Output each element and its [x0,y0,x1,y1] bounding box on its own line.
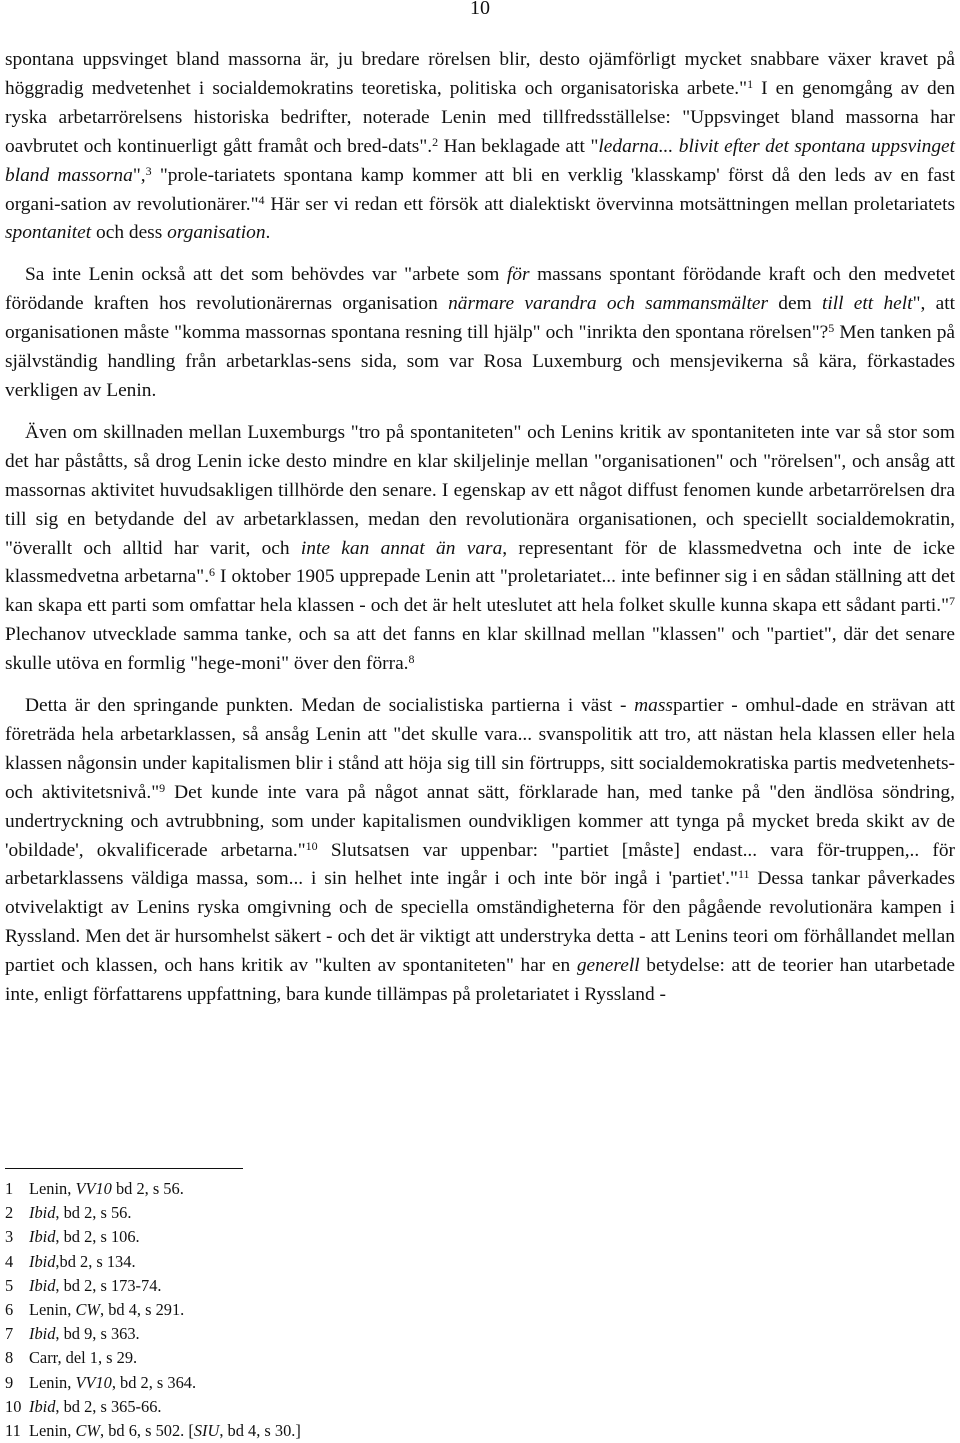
text-run: Carr, del 1, s 29. [29,1348,138,1368]
page-number: 10 [470,0,490,19]
footnote-item [5,1322,605,1346]
footnote-reference: 9 [159,780,166,795]
footnote-reference: 10 [305,838,318,853]
footnote-item [5,1419,605,1443]
text-run: Men tanken på självständig handling från arbetarklas-sens sida, som var Rosa Luxemburg och mensjevikerna så kära, förkastades verkligen av Lenin. [5,322,955,401]
text-run: Han beklagade att " [438,135,599,157]
footnote-item [5,1274,605,1298]
text-run: Detta är den springande punkten. Medan de socialistiska partierna i väst - [25,695,635,717]
footnote-number: 6 [5,1300,14,1320]
italic-text: mass [634,695,673,717]
italic-text: för [506,264,530,286]
text-run: ", att organisationen måste "komma massornas spontana resning till hjälp" och "inrikta den spontana rörelsen"? [5,293,955,344]
text-run: , bd 2, s 56. [55,1203,132,1223]
text-run: I oktober 1905 upprepade Lenin att "proletariatet... inte befinner sig i en sådan ställning att det kan skapa ett parti som omfattar hela klassen - och det är helt uteslutet att hela folket skulle kunna skapa ett sådant parti." [5,566,955,617]
italic-text: spontanitet [5,222,92,244]
italic-text: Ibid [29,1324,56,1344]
italic-text: CW [75,1300,101,1320]
text-run: massans spontant förödande kraft och den medvetet förödande kraften hos revolutionärernas organisation [5,264,955,315]
text-run: , bd 9, s 363. [55,1324,140,1344]
footnote-reference: 11 [737,867,750,882]
footnote-reference: 2 [432,134,439,149]
footnote-item [5,1395,605,1419]
footnote-item [5,1346,605,1370]
text-run: Plechanov utvecklade samma tanke, och sa att det fanns en klar skillnad mellan "klassen" och "partiet", där det senare skulle utöva en formlig "hege-moni" över den förra. [5,624,955,675]
footnote-reference: 7 [949,594,955,609]
footnote-number: 3 [5,1227,14,1247]
text-run: . [265,222,271,244]
text-run: ,bd 2, s 134. [55,1251,136,1271]
italic-text: SIU [193,1421,220,1441]
italic-text: organisation [167,222,266,244]
italic-text: Ibid [29,1251,56,1271]
footnote-reference: 1 [747,76,754,91]
text-run: , bd 2, s 106. [55,1227,140,1247]
footnote-reference: 8 [408,652,415,667]
text-run: Här ser vi redan ett försök att dialektiskt övervinna motsättningen mellan proletariatets [264,193,956,215]
italic-text: VV10 [75,1372,112,1392]
footnote-item [5,1177,605,1201]
text-run: , bd 6, s 502. [ [100,1421,194,1441]
italic-text: CW [75,1421,101,1441]
italic-text: Ibid [29,1275,56,1295]
footnote-divider [5,1168,243,1169]
footnote-item [5,1201,605,1225]
footnote-list [5,1177,605,1443]
paragraph [5,261,955,406]
italic-text: Ibid [29,1396,56,1416]
footnote-item [5,1298,605,1322]
text-run: ", [132,164,146,186]
text-run: , bd 4, s 30.] [219,1421,301,1441]
text-run: Lenin, [29,1300,76,1320]
italic-text: inte kan annat än vara [300,537,503,559]
italic-text: VV10 [75,1179,112,1198]
text-run: Lenin, [29,1372,76,1392]
paragraph [5,692,955,1010]
italic-text: generell [576,955,640,977]
footnote-number: 7 [5,1324,14,1344]
footnote-item [5,1371,605,1395]
footnote-number: 9 [5,1372,14,1392]
footnote-item [5,1250,605,1274]
footnote-number: 4 [5,1251,14,1271]
text-run: Även om skillnaden mellan Luxemburgs "tro på spontaniteten" och Lenins kritik av spontaniteten inte var så stor som det har påståtts, så drog Lenin icke desto mindre en klar skiljelinje mellan "organisationen" och "rörelsen", och ansåg att massornas aktivitet huvudsakligen tillhörde den senare. I egenskap av ett något diffust fenomen kunde arbetarrörelsen dra till sig en betydande del av arbetarklassen, medan den revolutionära organisationen, och speciellt socialdemokratin, "överallt och alltid har varit, och [5,421,955,559]
text-run: dem [768,293,822,315]
italic-text: Ibid [29,1203,56,1223]
text-run: partier - omhul-dade en strävan att företräda hela arbetarklassen, så ansåg Lenin att "det skulle vara... svanspolitik att tro, att nästan hela klassen eller hela klassen någonsin under kapitalismen blir i stånd att höja sig till sin förtrupps, sitt socialdemokratiska partis medvetenhets- och aktivitetsnivå." [5,695,955,803]
text-run: Slutsatsen var uppenbar: "partiet [måste] endast... vara för-truppen,.. för arbetarklassens väldiga massa, som... i sin helhet inte ingår i och inte bör ingå i 'partiet'." [5,839,955,890]
footnote-number: 5 [5,1275,14,1295]
text-run: betydelse: att de teorier han utarbetade inte, enligt författarens uppfattning, bara kunde tillämpas på proletariatet i Ryssland - [5,955,955,1006]
footnote-number: 8 [5,1348,14,1368]
paragraph [5,419,955,679]
footnote-number: 11 [5,1421,21,1441]
footnote-item [5,1225,605,1249]
italic-text: Ibid [29,1227,56,1247]
italic-text: till ett helt [821,293,913,315]
text-run: I en genomgång av den ryska arbetarrörelsens historiska bedrifter, noterade Lenin med tillfredsställelse: "Uppsvinget bland massorna har oavbrutet och kontinuerligt gått framåt och bred-dats". [5,77,955,157]
text-run: spontana uppsvinget bland massorna är, ju bredare rörelsen blir, desto ojämförligt mycket snabbare växer kravet på höggradig medvetenhet i socialdemokratins teoretiska, politiska och organisatoriska arbete." [5,49,955,99]
footnote-reference: 3 [145,163,152,178]
footnote-reference: 5 [828,321,835,336]
text-run: Sa inte Lenin också att det som behövdes var "arbete som [25,264,507,286]
footnote-number: 10 [5,1396,22,1416]
text-run: Det kunde inte vara på något annat sätt, förklarade han, med tanke på "den ändlösa söndring, undertryckning och avtrubbning, som under kapitalismen oundvikligen kommer att tynga på mycket breda skikt av de 'obildade', okvalificerade arbetarna." [5,781,955,861]
text-run: , representant för de klassmedvetna och inte de icke klassmedvetna arbetarna". [5,537,955,588]
text-run: Dessa tankar påverkades otvivelaktigt av Lenins ryska omgivning och de speciella omständigheterna för den pågående revolutionära kampen i Ryssland. Men det är hursomhelst säkert - och det är viktigt att understryka detta - att Lenins teori om förhållandet mellan partiet och klassen, och hans kritik av "kulten av spontaniteten" har en [5,868,955,977]
footnote-reference: 6 [209,565,216,580]
text-run: , bd 2, s 173-74. [55,1275,162,1295]
footnote-number: 1 [5,1179,14,1198]
text-run: bd 2, s 56. [111,1179,184,1198]
text-run: och dess [91,222,168,244]
paragraph [5,46,955,248]
italic-text: närmare varandra och sammansmälter [448,293,768,315]
text-run: , bd 4, s 291. [100,1300,185,1320]
text-run: , bd 2, s 364. [111,1372,197,1392]
text-run: Lenin, [29,1179,76,1198]
italic-text: ledarna... blivit efter det spontana uppsvinget bland massorna [5,135,956,186]
footnote-number: 2 [5,1203,14,1223]
text-run: , bd 2, s 365-66. [55,1396,162,1416]
footnote-reference: 4 [258,192,265,207]
text-run: Lenin, [29,1421,76,1441]
body-text [5,46,955,1010]
text-run: "prole-tariatets spontana kamp kommer att bli en verklig 'klasskamp' först då den leds av en fast organi-sation av revolutionärer." [5,164,955,215]
